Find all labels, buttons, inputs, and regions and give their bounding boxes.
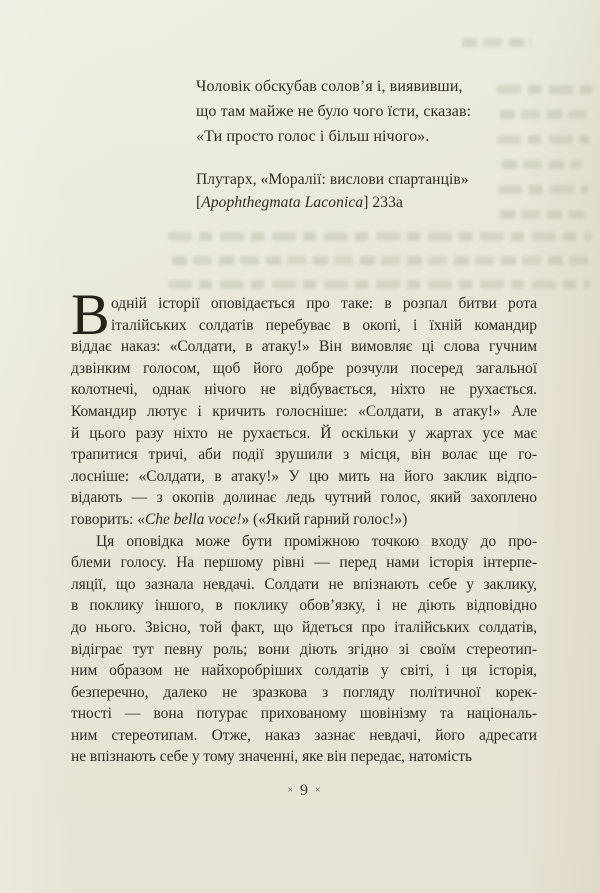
show-through-line xyxy=(172,256,592,265)
text-segment: Чоловік обскубав солов’я і, виявивши, xyxy=(196,78,463,95)
body-text xyxy=(71,282,537,768)
text-segment: блеми голосу. На першому рівні — перед нами історія інтерпе- xyxy=(71,554,537,572)
attribution-line xyxy=(196,191,546,214)
body-line xyxy=(71,552,537,574)
body-line xyxy=(71,293,537,315)
text-segment: говорить: « xyxy=(71,510,145,528)
body-line xyxy=(71,703,537,725)
text-segment: відіграє тут певну роль; вони діють згідно зі своїм стереотип- xyxy=(71,640,537,658)
body-line xyxy=(71,682,537,704)
body-line xyxy=(71,531,537,553)
show-through-line xyxy=(462,38,532,47)
text-segment: віддає наказ: «Солдати, в атаку!» Він вимовляє ці слова гучним xyxy=(71,338,537,356)
text-segment: колотнечі, однак нічого не відбувається, ніхто не рухається. xyxy=(71,381,537,399)
text-segment: відають — з окопів долинає ледь чутний голос, який захоплено xyxy=(71,489,537,507)
text-segment: » («Який гарний голос!») xyxy=(241,510,408,528)
text-segment: ляції, що зазнала невдачі. Солдати не впізнають себе у заклику, xyxy=(71,575,537,593)
body-paragraph xyxy=(71,531,537,769)
epigraph-line xyxy=(196,74,536,99)
body-line xyxy=(71,487,537,509)
attribution-line-content xyxy=(196,191,546,214)
italic-text-segment: Apophthegmata Laconica xyxy=(201,194,364,211)
body-line xyxy=(71,358,537,380)
text-segment: не впізнають себе у тому значенні, яке він передає, натомість xyxy=(71,748,473,766)
text-segment: одній історії оповідається про таке: в розпал битви рота xyxy=(111,295,537,312)
attribution-line: Плутарх, «Моралії: вислови спартанців» xyxy=(196,171,469,188)
body-line xyxy=(71,379,537,401)
epigraph xyxy=(196,74,536,149)
body-paragraph xyxy=(71,282,537,531)
body-line xyxy=(71,746,537,768)
text-segment: [ xyxy=(196,194,202,211)
body-line xyxy=(71,617,537,639)
body-line xyxy=(71,423,537,445)
text-segment: ним стереотипам. Отже, наказ зазнає невдачі, його адресати xyxy=(71,726,537,744)
body-line xyxy=(71,466,537,488)
text-segment: тності — вона потурає прихованому шовінізму та національ- xyxy=(71,705,537,723)
text-segment: Ця оповідка може бути проміжною точкою входу до про- xyxy=(96,532,537,550)
body-line xyxy=(71,509,537,531)
text-segment: «Ти просто голос і більш нічого». xyxy=(196,128,430,145)
body-line xyxy=(71,444,537,466)
text-segment: до нього. Звісно, той факт, що йдеться про італійських солдатів, xyxy=(71,618,537,636)
dropcap-letter: В xyxy=(71,282,110,347)
body-line xyxy=(71,639,537,661)
text-segment: безперечно, далеко не зразкова з погляду політичної корек- xyxy=(71,683,537,701)
text-segment: й цього разу ніхто не рухається. Й оскільки у жартах усе має xyxy=(71,424,537,442)
show-through-line xyxy=(168,280,590,289)
body-line xyxy=(71,401,537,423)
epigraph-line xyxy=(196,99,536,124)
body-line xyxy=(71,336,537,358)
folio xyxy=(71,782,537,800)
italic-text-segment: Che bella voce! xyxy=(144,510,242,528)
page-number-marker: × xyxy=(315,785,321,796)
text-segment: Командир лютує і кричить голосніше: «Солдати, в атаку!» Але xyxy=(71,402,537,420)
show-through-line xyxy=(168,232,592,241)
body-line xyxy=(71,574,537,596)
text-segment: трапитися тричі, аби події зрушили з місця, він волає ще го- xyxy=(71,446,537,464)
text-segment: італійських солдатів перебуває в окопі, і їхній командир xyxy=(111,316,537,334)
epigraph-line xyxy=(196,124,536,149)
text-segment: лосніше: «Солдати, в атаку!» У цю мить на його заклик відпо- xyxy=(71,467,537,485)
text-segment: ] 233а xyxy=(363,194,403,211)
text-segment: ним образом не найхоробріших солдатів у світі, і ця історія, xyxy=(71,662,537,680)
body-line xyxy=(71,315,537,337)
text-segment: дзвінким голосом, щоб його добре розчули посеред загальної xyxy=(71,359,537,377)
page-number: 9 xyxy=(300,782,308,799)
text-segment: що там майже не було чого їсти, сказав: xyxy=(196,103,472,120)
body-line xyxy=(71,660,537,682)
page-number-marker: × xyxy=(287,785,293,796)
text-segment: в поклику іншого, в поклику обов’язку, і не діють відповідно xyxy=(71,597,537,615)
body-line xyxy=(71,725,537,747)
attribution xyxy=(196,168,546,214)
body-line xyxy=(71,595,537,617)
